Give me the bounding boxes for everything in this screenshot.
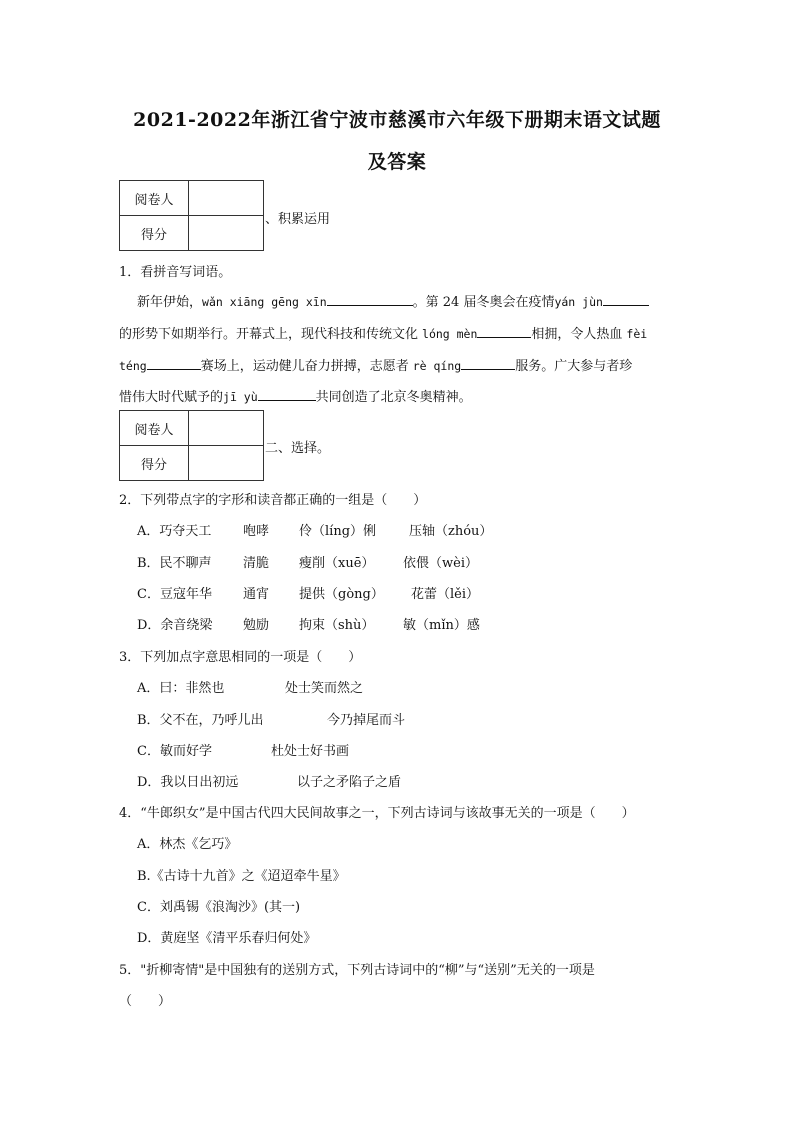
answer-blank[interactable] bbox=[327, 293, 413, 306]
text-fragment: 惜伟大时代赋予的 bbox=[119, 390, 224, 405]
question-5-stem-continued: （ ） bbox=[119, 994, 172, 1009]
question-2-option-b bbox=[137, 552, 478, 571]
option-text: 花蕾（lěi） bbox=[411, 587, 480, 602]
question-1-stem: 1．看拼音写词语。 bbox=[119, 265, 232, 280]
option-text: 勉励 bbox=[243, 618, 270, 633]
question-2-option-a bbox=[137, 520, 492, 539]
text-fragment: 共同创造了北京冬奥精神。 bbox=[315, 390, 472, 405]
question-3-option-b bbox=[137, 709, 405, 728]
option-text: A．巧夺天工 bbox=[137, 524, 212, 539]
question-2-option-d bbox=[137, 614, 480, 633]
option-text: 处士笑而然之 bbox=[285, 681, 364, 696]
text-fragment: 服务。广大参与者珍 bbox=[515, 359, 633, 374]
question-3-option-c bbox=[137, 740, 349, 759]
pinyin: fèi bbox=[626, 327, 648, 341]
reviewer-label: 阅卷人 bbox=[120, 411, 189, 446]
option-text: A．曰：非然也 bbox=[137, 681, 225, 696]
question-4-option-d: D．黄庭坚《清平乐春归何处》 bbox=[137, 931, 317, 946]
text-fragment: 赛场上，运动健儿奋力拼搏，志愿者 bbox=[200, 359, 409, 374]
option-text: 敏（mǐn）感 bbox=[403, 618, 480, 633]
question-5-stem: 5．"折柳寄情"是中国独有的送别方式，下列古诗词中的“柳”与“送别”无关的一项是 bbox=[119, 963, 595, 978]
reviewer-cell bbox=[189, 411, 264, 446]
question-3-option-d bbox=[137, 771, 401, 790]
question-1-paragraph-line-1 bbox=[137, 291, 649, 310]
answer-blank[interactable] bbox=[147, 357, 201, 370]
option-text: D．我以日出初远 bbox=[137, 775, 239, 790]
answer-blank[interactable] bbox=[603, 293, 649, 306]
section-2-heading: 二、选择。 bbox=[265, 441, 331, 456]
question-4-option-c: C．刘禹锡《浪淘沙》(其一) bbox=[137, 900, 301, 915]
question-2-stem: 2．下列带点字的字形和读音都正确的一组是（ ） bbox=[119, 493, 427, 508]
option-text: 通宵 bbox=[243, 587, 270, 602]
answer-blank[interactable] bbox=[258, 388, 316, 401]
question-3-stem: 3．下列加点字意思相同的一项是（ ） bbox=[119, 650, 362, 665]
option-text: 今乃掉尾而斗 bbox=[327, 713, 406, 728]
option-text: B．民不聊声 bbox=[137, 556, 212, 571]
option-text: C．敏而好学 bbox=[137, 744, 212, 759]
score-table-2 bbox=[119, 410, 264, 481]
score-cell bbox=[189, 446, 264, 481]
option-text: 压轴（zhóu） bbox=[409, 524, 493, 539]
section-1-heading: 、积累运用 bbox=[265, 212, 331, 227]
question-1-paragraph-line-4 bbox=[119, 386, 472, 405]
question-4-option-a: A．林杰《乞巧》 bbox=[137, 837, 238, 852]
question-3-option-a bbox=[137, 677, 363, 696]
option-text: 瘦削（xuē） bbox=[299, 556, 375, 571]
pinyin: jī yù bbox=[223, 390, 258, 404]
score-table-1 bbox=[119, 180, 264, 251]
option-text: 咆哮 bbox=[243, 524, 270, 539]
question-1-paragraph-line-2 bbox=[119, 323, 647, 342]
pinyin: yán jùn bbox=[554, 295, 603, 309]
option-text: 杜处士好书画 bbox=[271, 744, 350, 759]
question-4-option-b: B.《古诗十九首》之《迢迢牵牛星》 bbox=[137, 869, 346, 884]
reviewer-label: 阅卷人 bbox=[120, 181, 189, 216]
option-text: D．余音绕梁 bbox=[137, 618, 213, 633]
option-text: C．豆寇年华 bbox=[137, 587, 212, 602]
pinyin: téng bbox=[119, 359, 147, 373]
question-2-option-c bbox=[137, 583, 479, 602]
option-text: 依偎（wèi） bbox=[403, 556, 478, 571]
text-fragment: 相拥，令人热血 bbox=[531, 327, 623, 342]
pinyin: rè qíng bbox=[412, 359, 462, 373]
document-title-line-1: 2021-2022年浙江省宁波市慈溪市六年级下册期末语文试题 bbox=[133, 109, 661, 131]
option-text: 以子之矛陷子之盾 bbox=[297, 775, 402, 790]
question-1-paragraph-line-3 bbox=[119, 355, 632, 374]
text-fragment: 新年伊始， bbox=[137, 295, 203, 310]
score-label: 得分 bbox=[120, 446, 189, 481]
option-text: B．父不在，乃呼儿出 bbox=[137, 713, 264, 728]
question-4-stem: 4．“牛郎织女”是中国古代四大民间故事之一，下列古诗词与该故事无关的一项是（ ） bbox=[119, 806, 635, 821]
document-title-line-2: 及答案 bbox=[367, 151, 427, 173]
option-text: 拘束（shù） bbox=[299, 618, 375, 633]
option-text: 清脆 bbox=[243, 556, 270, 571]
answer-blank[interactable] bbox=[461, 357, 515, 370]
pinyin: lóng mèn bbox=[422, 327, 478, 341]
option-text: 提供（gòng） bbox=[299, 587, 384, 602]
text-fragment: 。第 24 届冬奥会在疫情 bbox=[412, 295, 555, 310]
pinyin: wǎn xiāng gēng xīn bbox=[202, 295, 327, 309]
text-fragment: 的形势下如期举行。开幕式上，现代科技和传统文化 bbox=[119, 327, 419, 342]
reviewer-cell bbox=[189, 181, 264, 216]
option-text: 伶（líng）俐 bbox=[299, 524, 377, 539]
score-label: 得分 bbox=[120, 216, 189, 251]
answer-blank[interactable] bbox=[477, 325, 531, 338]
score-cell bbox=[189, 216, 264, 251]
